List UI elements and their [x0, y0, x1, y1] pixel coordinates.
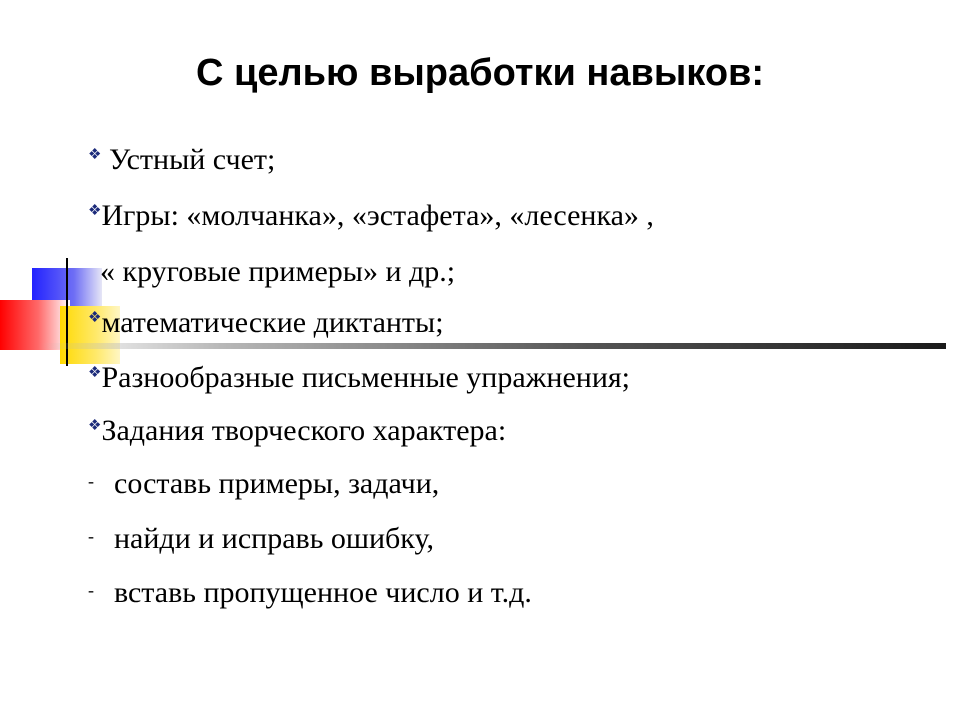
diamond-bullet-icon: ❖	[88, 203, 102, 219]
list-item-1	[88, 143, 275, 177]
slide-title: С целью выработки навыков:	[195, 52, 765, 94]
list-item-text: Устный счет;	[101, 143, 276, 176]
list-item-7	[88, 467, 439, 501]
decor-horizontal-line	[40, 343, 946, 349]
list-item-8	[88, 522, 434, 556]
list-item-text: составь примеры, задачи,	[114, 467, 440, 500]
list-item-text: найди и исправь ошибку,	[114, 522, 434, 555]
list-item-4	[88, 306, 444, 340]
list-item-text: Задания творческого характера:	[101, 414, 507, 447]
list-item-2	[88, 199, 654, 233]
diamond-bullet-icon: ❖	[88, 147, 102, 163]
list-item-5	[88, 361, 630, 395]
list-item-6	[88, 414, 506, 448]
dash-bullet-icon: -	[88, 471, 94, 491]
dash-bullet-icon: -	[88, 580, 94, 600]
list-item-text: Разнообразные письменные упражнения;	[101, 361, 631, 394]
diamond-bullet-icon: ❖	[88, 310, 102, 326]
diamond-bullet-icon: ❖	[88, 418, 102, 434]
list-item-text: вставь пропущенное число и т.д.	[114, 576, 532, 609]
decor-vertical-line	[66, 258, 68, 366]
list-item-3	[100, 255, 455, 289]
list-item-text: Игры: «молчанка», «эстафета», «лесенка» ,	[101, 199, 654, 232]
list-item-9	[88, 576, 532, 610]
list-item-text: « круговые примеры» и др.;	[100, 255, 456, 288]
dash-bullet-icon: -	[88, 526, 94, 546]
diamond-bullet-icon: ❖	[88, 365, 102, 381]
list-item-text: математические диктанты;	[101, 306, 444, 339]
